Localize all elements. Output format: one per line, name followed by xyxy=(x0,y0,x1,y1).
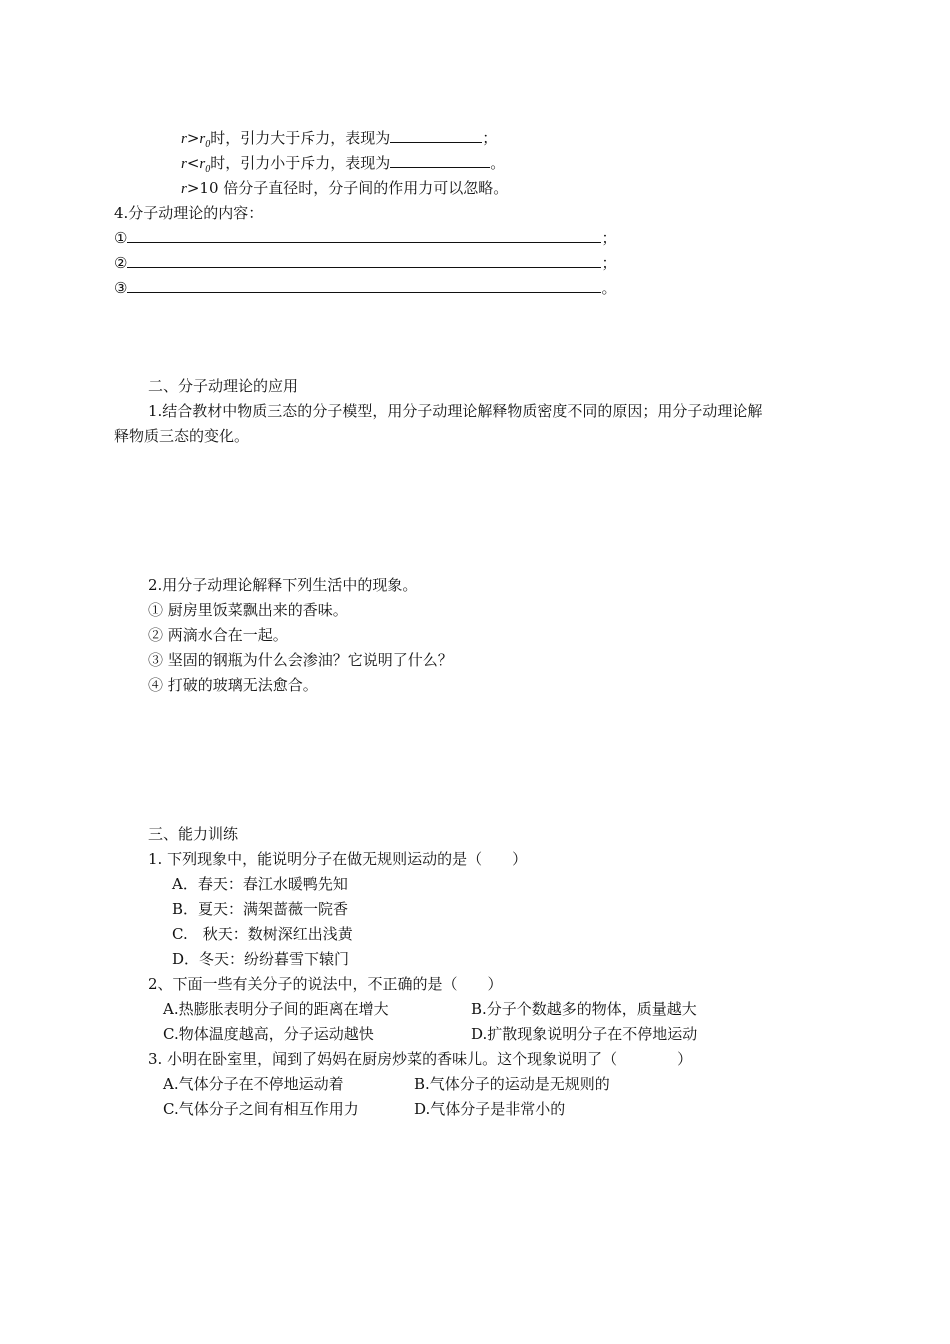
r-var: r xyxy=(181,181,187,197)
section2-q2-item-1: ① 厨房里饭菜飘出来的香味。 xyxy=(148,601,348,619)
q1-option-c[interactable]: C. 秋天：数树深红出浅黄 xyxy=(172,925,353,943)
section3-heading: 三、能力训练 xyxy=(148,825,239,843)
section2-q2-item-4: ④ 打破的玻璃无法愈合。 xyxy=(148,676,318,694)
q1-option-d[interactable]: D．冬天：纷纷暮雪下辕门 xyxy=(172,950,350,968)
section2-q2-item-2: ② 两滴水合在一起。 xyxy=(148,626,288,644)
r-var: r xyxy=(181,131,187,147)
q4-item-3 xyxy=(114,277,616,299)
q2-option-d[interactable]: D.扩散现象说明分子在不停地运动 xyxy=(471,1025,698,1043)
answer-blank[interactable] xyxy=(390,153,490,168)
q3-option-d[interactable]: D.气体分子是非常小的 xyxy=(414,1100,566,1118)
r-var: r xyxy=(181,156,187,172)
r0-var: r xyxy=(199,156,206,172)
answer-blank[interactable] xyxy=(127,253,601,268)
q2-stem: 2、下面一些有关分子的说法中，不正确的是（ ） xyxy=(148,975,503,993)
section2-q1-line1: 1.结合教材中物质三态的分子模型，用分子动理论解释物质密度不同的原因；用分子动理论解 xyxy=(148,402,763,420)
q3-option-c[interactable]: C.气体分子之间有相互作用力 xyxy=(163,1100,359,1118)
line-end-punct: ； xyxy=(601,229,617,247)
q4-item-2 xyxy=(114,252,616,274)
section2-q2-title: 2.用分子动理论解释下列生活中的现象。 xyxy=(148,576,418,594)
circled-number: ② xyxy=(114,254,128,272)
line-end-punct: ； xyxy=(601,254,617,272)
r-ten-text: >10 倍分子直径时，分子间的作用力可以忽略。 xyxy=(186,179,509,197)
r-greater-text: 时，引力大于斥力，表现为 xyxy=(210,129,391,147)
q2-option-b[interactable]: B.分子个数越多的物体，质量越大 xyxy=(471,1000,697,1018)
q1-option-a[interactable]: A．春天：春江水暖鸭先知 xyxy=(172,875,348,893)
gt-symbol: > xyxy=(186,129,200,147)
r-less-text: 时，引力小于斥力，表现为 xyxy=(210,154,391,172)
r0-subscript: 0 xyxy=(205,139,211,150)
q3-option-b[interactable]: B.气体分子的运动是无规则的 xyxy=(414,1075,610,1093)
q1-option-b[interactable]: B．夏天：满架蔷薇一院香 xyxy=(172,900,349,918)
q2-option-a[interactable]: A.热膨胀表明分子间的距离在增大 xyxy=(163,1000,389,1018)
r-ten-line xyxy=(181,177,508,200)
r0-var: r xyxy=(199,131,206,147)
circled-number: ① xyxy=(114,229,128,247)
q3-option-a[interactable]: A.气体分子在不停地运动着 xyxy=(163,1075,344,1093)
answer-blank[interactable] xyxy=(390,128,482,143)
section2-q2-item-3: ③ 坚固的钢瓶为什么会渗油？它说明了什么？ xyxy=(148,651,453,669)
line-end-punct: 。 xyxy=(601,279,617,297)
q3-stem: 3. 小明在卧室里，闻到了妈妈在厨房炒菜的香味儿。这个现象说明了（ ） xyxy=(148,1050,693,1068)
q4-title: 4.分子动理论的内容： xyxy=(114,204,264,222)
section2-q1-line2: 释物质三态的变化。 xyxy=(114,427,250,445)
section2-heading: 二、分子动理论的应用 xyxy=(148,377,299,395)
r0-subscript: 0 xyxy=(205,164,211,175)
line-end-punct: 。 xyxy=(490,154,506,172)
q4-item-1 xyxy=(114,227,616,249)
lt-symbol: < xyxy=(186,154,200,172)
q1-stem: 1. 下列现象中，能说明分子在做无规则运动的是（ ） xyxy=(148,850,528,868)
line-end-punct: ； xyxy=(482,129,498,147)
answer-blank[interactable] xyxy=(127,278,601,293)
answer-blank[interactable] xyxy=(127,228,601,243)
q2-option-c[interactable]: C.物体温度越高，分子运动越快 xyxy=(163,1025,374,1043)
circled-number: ③ xyxy=(114,279,128,297)
